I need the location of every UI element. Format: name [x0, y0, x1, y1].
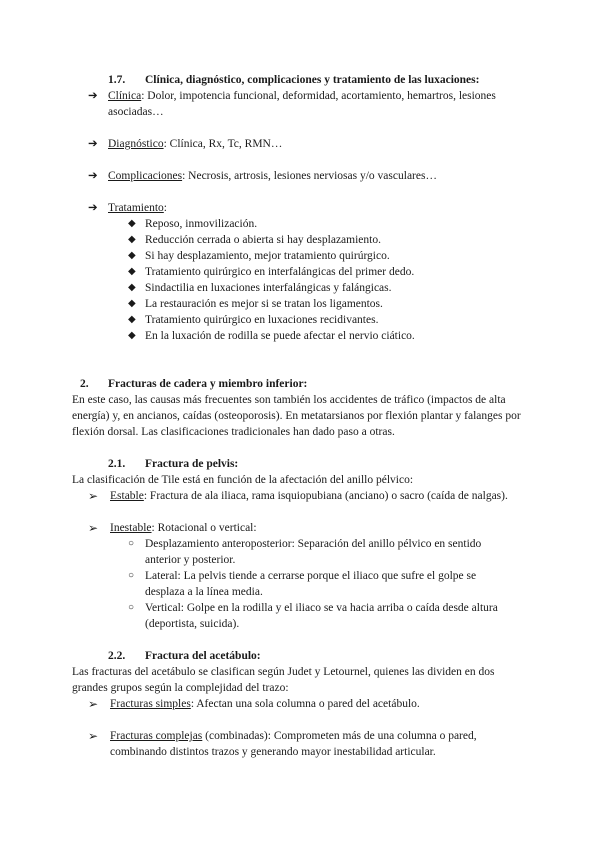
triangle-arrow-icon: ➢ [88, 729, 99, 743]
unstable-item [88, 520, 528, 536]
complex-fractures-item [88, 728, 528, 760]
diamond-bullet-icon: ◆ [128, 298, 136, 309]
list-item: ○ Desplazamiento anteroposterior: Separación del anillo pélvico en sentido anterior y posterior. [128, 538, 482, 566]
section-2-intro: En este caso, las causas más frecuentes son también los accidentes de tráfico (impactos de alta energía) y, en ancianos, caídas (osteoporosis). En metatarsianos por flexión plantar y falanges por flexión dorsal. Las clasificaciones tradicionales han dado paso a otras. [72, 394, 521, 438]
complicaciones-text: : Necrosis, artrosis, lesiones nerviosas y/o vasculares… [182, 170, 437, 182]
diamond-bullet-icon: ◆ [128, 266, 136, 277]
section-1-7-heading [108, 72, 479, 88]
section-1-7-title: Clínica, diagnóstico, complicaciones y tratamiento de las luxaciones: [145, 74, 480, 86]
list-item: ◆ Tratamiento quirúrgico en luxaciones recidivantes. [128, 314, 379, 326]
diagnostico-item [88, 136, 528, 152]
circle-bullet-icon: ○ [128, 538, 135, 549]
section-2-2-title: Fractura del acetábulo: [145, 650, 261, 662]
section-2-1-number: 2.1. [108, 458, 126, 470]
section-2-heading [80, 376, 307, 392]
simple-fractures-label: Fracturas simples [110, 698, 191, 710]
diamond-bullet-icon: ◆ [128, 330, 136, 341]
clinica-item [88, 88, 528, 120]
unstable-list [128, 536, 518, 632]
list-item: ◆ Reposo, inmovilización. [128, 218, 258, 230]
circle-bullet-icon: ○ [128, 602, 135, 613]
list-item: ◆ En la luxación de rodilla se puede afectar el nervio ciático. [128, 330, 415, 342]
tratamiento-item [88, 200, 528, 216]
diamond-bullet-icon: ◆ [128, 314, 136, 325]
list-item: ◆ Reducción cerrada o abierta si hay desplazamiento. [128, 234, 381, 246]
section-1-7-number: 1.7. [108, 74, 126, 86]
section-2-number: 2. [80, 378, 89, 390]
arrow-bullet-icon: ➔ [88, 90, 98, 102]
triangle-arrow-icon: ➢ [88, 489, 99, 503]
diamond-bullet-icon: ◆ [128, 218, 136, 229]
diamond-bullet-icon: ◆ [128, 234, 136, 245]
complex-fractures-text: (combinadas): Comprometen más de una columna o pared, combinando distintos trazos y generando mayor inestabilidad articular. [110, 730, 477, 758]
section-2-1-intro: La clasificación de Tile está en función de la afectación del anillo pélvico: [72, 474, 414, 486]
simple-fractures-item [88, 696, 528, 712]
list-item: ◆ Tratamiento quirúrgico en interfalángicas del primer dedo. [128, 266, 415, 278]
arrow-bullet-icon: ➔ [88, 170, 98, 182]
diamond-bullet-icon: ◆ [128, 250, 136, 261]
complex-fractures-label: Fracturas complejas [110, 730, 203, 742]
simple-fractures-text: : Afectan una sola columna o pared del acetábulo. [190, 698, 420, 710]
list-item: ○ Lateral: La pelvis tiende a cerrarse porque el iliaco que sufre el golpe se desplaza a la línea media. [128, 570, 477, 598]
list-item: ○ Vertical: Golpe en la rodilla y el iliaco se va hacia arriba o caída desde altura (deportista, suicida). [128, 602, 498, 630]
arrow-bullet-icon: ➔ [88, 138, 98, 150]
treatment-list [128, 216, 508, 344]
triangle-arrow-icon: ➢ [88, 697, 99, 711]
circle-bullet-icon: ○ [128, 570, 135, 581]
tratamiento-label: Tratamiento [108, 202, 164, 214]
complicaciones-label: Complicaciones [108, 170, 183, 182]
section-2-2-heading [108, 648, 261, 664]
list-item: ◆ Sindactilia en luxaciones interfalángicas y falángicas. [128, 282, 392, 294]
stable-item [88, 488, 528, 504]
list-item: ◆ La restauración es mejor si se tratan los ligamentos. [128, 298, 383, 310]
tratamiento-text: : [163, 202, 167, 214]
complicaciones-item [88, 168, 528, 184]
section-2-1-title: Fractura de pelvis: [145, 458, 239, 470]
diamond-bullet-icon: ◆ [128, 282, 136, 293]
clinica-label: Clínica [108, 90, 142, 102]
stable-label: Estable [110, 490, 144, 502]
section-2-1-heading [108, 456, 238, 472]
diagnostico-text: : Clínica, Rx, Tc, RMN… [163, 138, 283, 150]
diagnostico-label: Diagnóstico [108, 138, 164, 150]
unstable-text: : Rotacional o vertical: [151, 522, 257, 534]
stable-text: : Fractura de ala iliaca, rama isquiopubiana (anciano) o sacro (caída de nalgas). [143, 490, 508, 502]
unstable-label: Inestable [110, 522, 152, 534]
section-2-title: Fracturas de cadera y miembro inferior: [108, 378, 308, 390]
section-2-2-number: 2.2. [108, 650, 126, 662]
list-item: ◆ Si hay desplazamiento, mejor tratamiento quirúrgico. [128, 250, 390, 262]
section-2-2-intro: Las fracturas del acetábulo se clasifican según Judet y Letournel, quienes las dividen en dos grandes grupos según la complejidad del trazo: [72, 666, 495, 694]
triangle-arrow-icon: ➢ [88, 521, 99, 535]
clinica-text: : Dolor, impotencia funcional, deformidad, acortamiento, hemartros, lesiones asociadas… [108, 90, 496, 118]
arrow-bullet-icon: ➔ [88, 202, 98, 214]
